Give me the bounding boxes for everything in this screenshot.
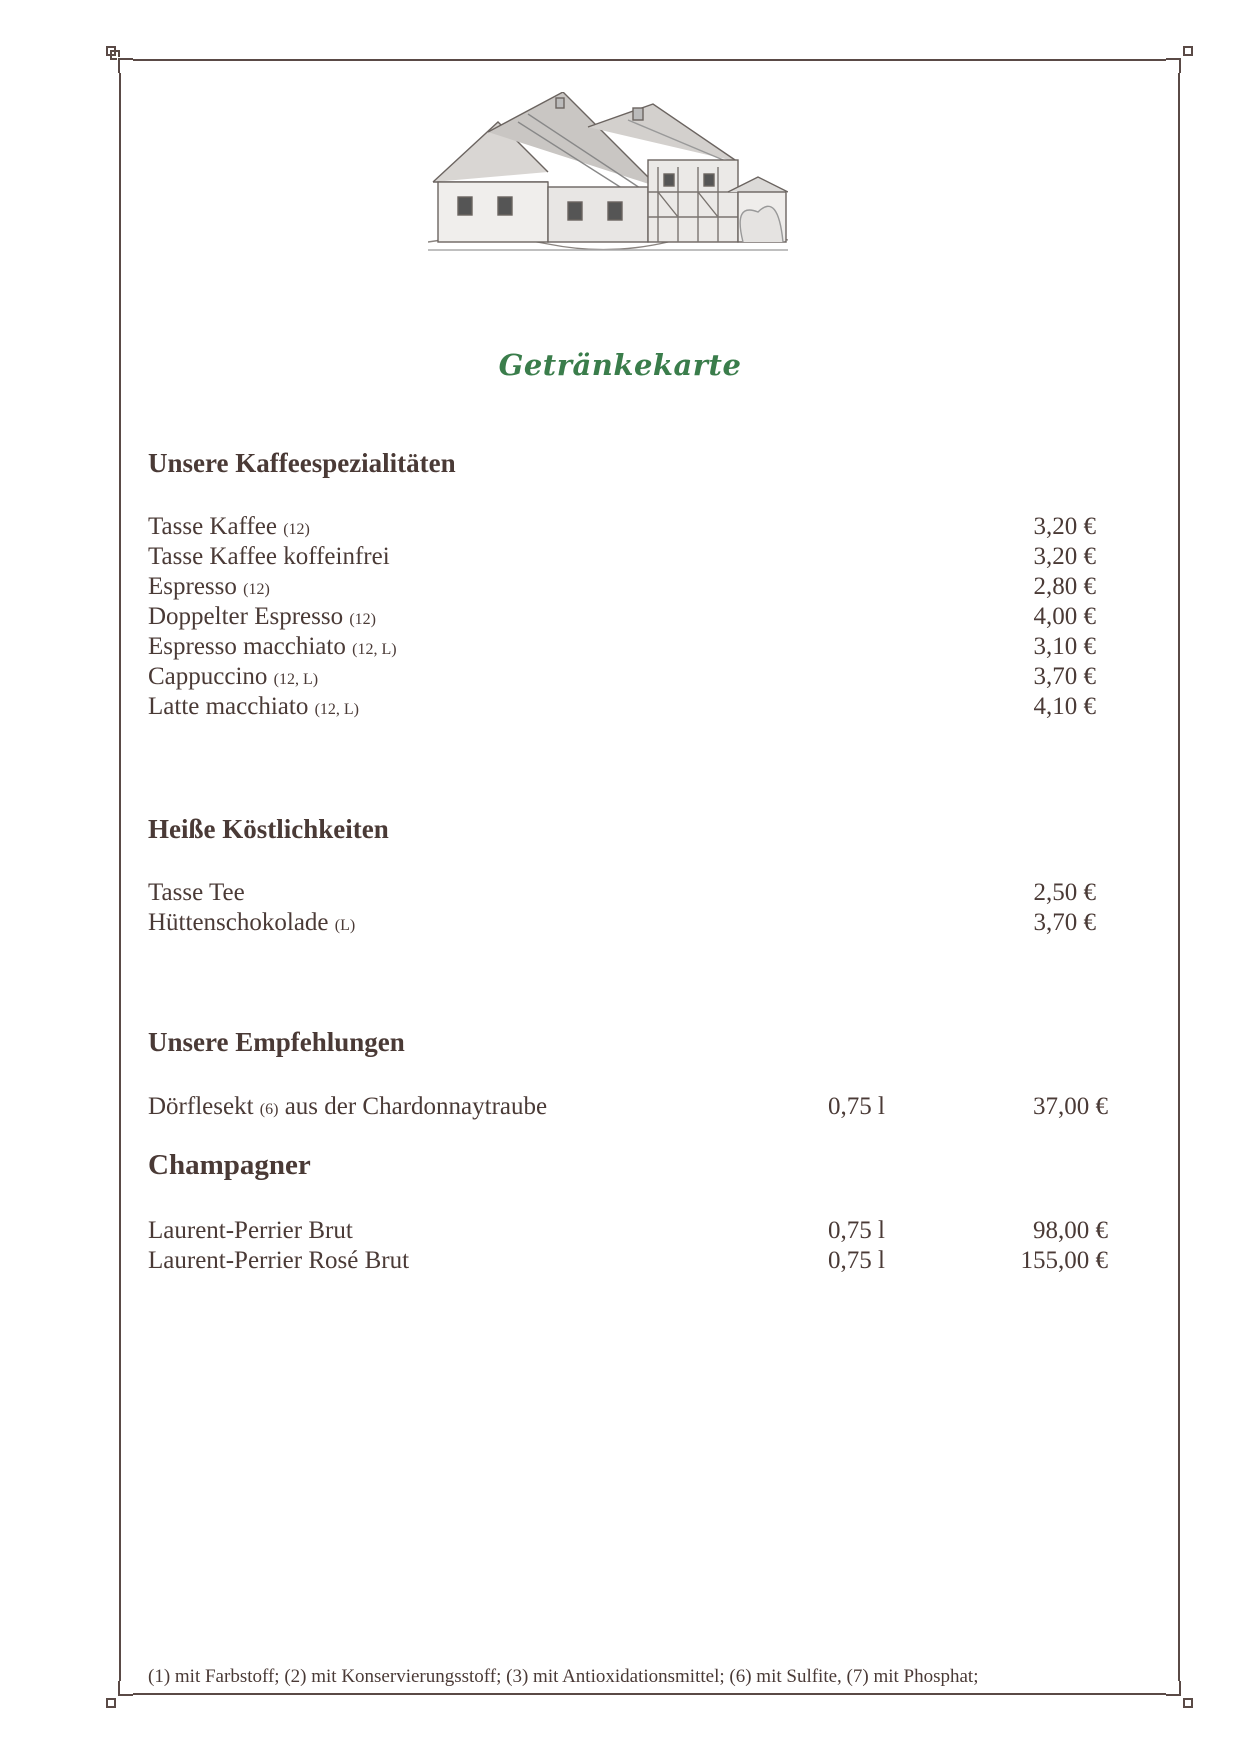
corner-ornament-icon <box>105 45 133 73</box>
item-allergen-note: (12, L) <box>314 701 360 718</box>
corner-ornament-icon <box>105 1681 133 1709</box>
item-name: Cappuccino (12, L) <box>148 663 319 690</box>
section-heading-coffee: Unsere Kaffeespezialitäten <box>148 448 456 478</box>
menu-item <box>148 632 1108 662</box>
additives-footnote: (1) mit Farbstoff; (2) mit Konservierungsstoff; (3) mit Antioxidationsmittel; (6) mit Sulfite, (7) mit Phosphat; <box>148 1666 979 1687</box>
item-allergen-note: (12) <box>243 581 270 598</box>
item-allergen-note: (12) <box>283 521 310 538</box>
item-price: 3,10 € <box>1033 633 1096 660</box>
menu-item <box>148 662 1108 692</box>
item-name: Tasse Kaffee (12) <box>148 513 310 540</box>
item-allergen-note: (6) <box>259 1101 279 1118</box>
item-price: 3,20 € <box>1033 543 1096 570</box>
corner-ornament-icon <box>1166 45 1194 73</box>
item-price: 2,50 € <box>1033 879 1096 906</box>
menu-item <box>148 1246 1108 1276</box>
page-title: Getränkekarte <box>498 348 742 382</box>
item-name: Espresso (12) <box>148 573 270 600</box>
menu-item <box>148 572 1108 602</box>
item-name: Laurent-Perrier Brut <box>148 1217 353 1244</box>
menu-item <box>148 1216 1108 1246</box>
item-price: 3,70 € <box>1033 909 1096 936</box>
item-price: 3,20 € <box>1033 513 1096 540</box>
item-volume: 0,75 l <box>828 1093 885 1120</box>
item-price: 98,00 € <box>1033 1217 1108 1244</box>
item-price: 4,00 € <box>1033 603 1096 630</box>
menu-item <box>148 908 1108 938</box>
item-allergen-note: (12, L) <box>273 671 319 688</box>
menu-item <box>148 692 1108 722</box>
item-price: 37,00 € <box>1033 1093 1108 1120</box>
section-heading-champagne: Champagner <box>148 1149 311 1181</box>
menu-item <box>148 512 1108 542</box>
item-name: Tasse Tee <box>148 879 245 906</box>
item-name: Dörflesekt (6) aus der Chardonnaytraube <box>148 1093 548 1120</box>
item-allergen-note: (L) <box>334 917 356 934</box>
item-allergen-note: (12, L) <box>352 641 397 658</box>
menu-item <box>148 1092 1108 1122</box>
item-allergen-note: (12) <box>349 611 376 628</box>
item-name: Hüttenschokolade (L) <box>148 909 356 936</box>
section-heading-recommendations: Unsere Empfehlungen <box>148 1027 405 1057</box>
menu-item <box>148 542 1108 572</box>
menu-item <box>148 602 1108 632</box>
item-price: 2,80 € <box>1033 573 1096 600</box>
item-price: 155,00 € <box>1020 1247 1108 1274</box>
item-name: Latte macchiato (12, L) <box>148 693 360 720</box>
item-name: Espresso macchiato (12, L) <box>148 633 397 660</box>
item-name: Doppelter Espresso (12) <box>148 603 376 630</box>
item-volume: 0,75 l <box>828 1217 885 1244</box>
item-name: Tasse Kaffee koffeinfrei <box>148 543 390 570</box>
item-price: 3,70 € <box>1033 663 1096 690</box>
page-border-frame <box>119 59 1180 1695</box>
half-timbered-house-sketch-icon <box>428 92 788 252</box>
item-price: 4,10 € <box>1033 693 1096 720</box>
menu-item <box>148 878 1108 908</box>
item-volume: 0,75 l <box>828 1247 885 1274</box>
item-name: Laurent-Perrier Rosé Brut <box>148 1247 410 1274</box>
corner-ornament-icon <box>1166 1681 1194 1709</box>
section-heading-hot-drinks: Heiße Köstlichkeiten <box>148 814 389 844</box>
